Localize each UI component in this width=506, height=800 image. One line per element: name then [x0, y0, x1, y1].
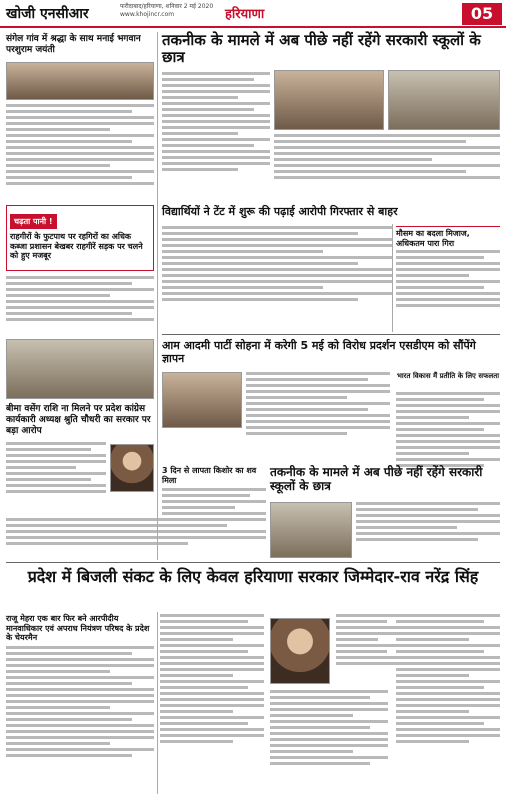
- callout-headline: राहगीरों के फुटपाथ पर रहगिरों का अधिक कब्जा प्रशासन बेखबर राहगीरें सड़क पर चलने को हुए मजबूर: [10, 232, 143, 261]
- story-schools-top-body-2: [274, 134, 500, 200]
- column-rule: [392, 224, 393, 332]
- story-schools-top-photo: [274, 70, 384, 130]
- story-schools-top-body: [162, 72, 270, 202]
- story-weather-body: [396, 250, 500, 332]
- mid-body-extra: [6, 518, 266, 558]
- page-number: 05: [462, 3, 502, 25]
- callout-box: [6, 205, 154, 271]
- story-parshuram-headline: संगेल गांव में श्रद्धा के साथ मनाई भगवान परशुराम जयंती: [6, 34, 141, 55]
- story-sidebar-headline: भारत विकास मैं प्रतीति के लिए सफलता: [396, 372, 500, 380]
- story-schools-mid-body: [356, 502, 500, 562]
- story-bottom-left-headline: राजू मेहरा एक बार फिर बने आरपीदीय मानवाधिकार एवं अपराध नियंत्रण परिषद के प्रदेश के चेयरमैन: [6, 614, 150, 643]
- story-schools-mid-photo: [270, 502, 352, 558]
- story-parshuram-body: [6, 104, 154, 200]
- story-electricity-body-1: [160, 614, 264, 794]
- story-students-headline: विद्यार्थियों ने टेंट में शुरू की पढ़ाई आरोपी गिरफ्तार से बाहर: [162, 205, 398, 218]
- story-electricity-body-4: [396, 614, 500, 794]
- issue-meta: [120, 3, 213, 19]
- section-title: हरियाणा: [225, 7, 265, 22]
- story-schools-mid-headline: तकनीक के मामले में अब पीछे नहीं रहेंगे सरकारी स्कूलों के छात्र: [270, 465, 483, 493]
- story-weather-headline: मौसम का बदला मिजाज, अधिकतम पारा गिरा: [396, 226, 500, 248]
- divider: [162, 334, 500, 335]
- story-aap-photo: [162, 372, 242, 428]
- left-mid-photo: [6, 339, 154, 399]
- masthead: [0, 0, 506, 28]
- story-bottom-left-body: [6, 646, 154, 794]
- story-students-body: [162, 226, 392, 332]
- story-bima-portrait: [110, 444, 154, 492]
- divider: [6, 562, 500, 563]
- callout-body: [6, 276, 154, 336]
- story-electricity-headline: प्रदेश में बिजली संकट के लिए केवल हरियाणा सरकार जिम्मेदार-राव नरेंद्र सिंह: [27, 567, 479, 586]
- issue-date: फरीदाबाद/हरियाणा, शनिवार 2 मई 2020: [120, 3, 214, 10]
- story-aap-body: [246, 372, 390, 462]
- column-rule: [157, 612, 158, 794]
- column-rule: [157, 32, 158, 560]
- story-aap-headline: आम आदमी पार्टी सोहना में करेगी 5 मई को विरोध प्रदर्शन एसडीएम को सौंपेंगे ज्ञापन: [162, 339, 476, 365]
- story-electricity-body-2: [270, 690, 388, 794]
- story-bima-headline: बीमा वसेंग राशि ना मिलने पर प्रदेश कांग्रेस कार्यकारी अध्यक्ष श्रुति चौधरी का सरकार पर बड़ा आरोप: [6, 404, 151, 436]
- story-electricity-body-3: [336, 614, 396, 688]
- newspaper-brand: खोजी एनसीआर: [6, 6, 89, 22]
- story-bima-body: [6, 442, 106, 514]
- story-parshuram-photo: [6, 62, 154, 100]
- issue-website: www.khojincr.com: [120, 11, 175, 18]
- story-three-days-headline: 3 दिन से लापता किशोर का शव मिला: [162, 466, 257, 485]
- story-schools-top-headline: तकनीक के मामले में अब पीछे नहीं रहेंगे सरकारी स्कूलों के छात्र: [162, 31, 481, 67]
- callout-title: चढ़ता पानी !: [10, 214, 57, 229]
- story-electricity-portrait: [270, 618, 330, 684]
- story-schools-top-photo-2: [388, 70, 500, 130]
